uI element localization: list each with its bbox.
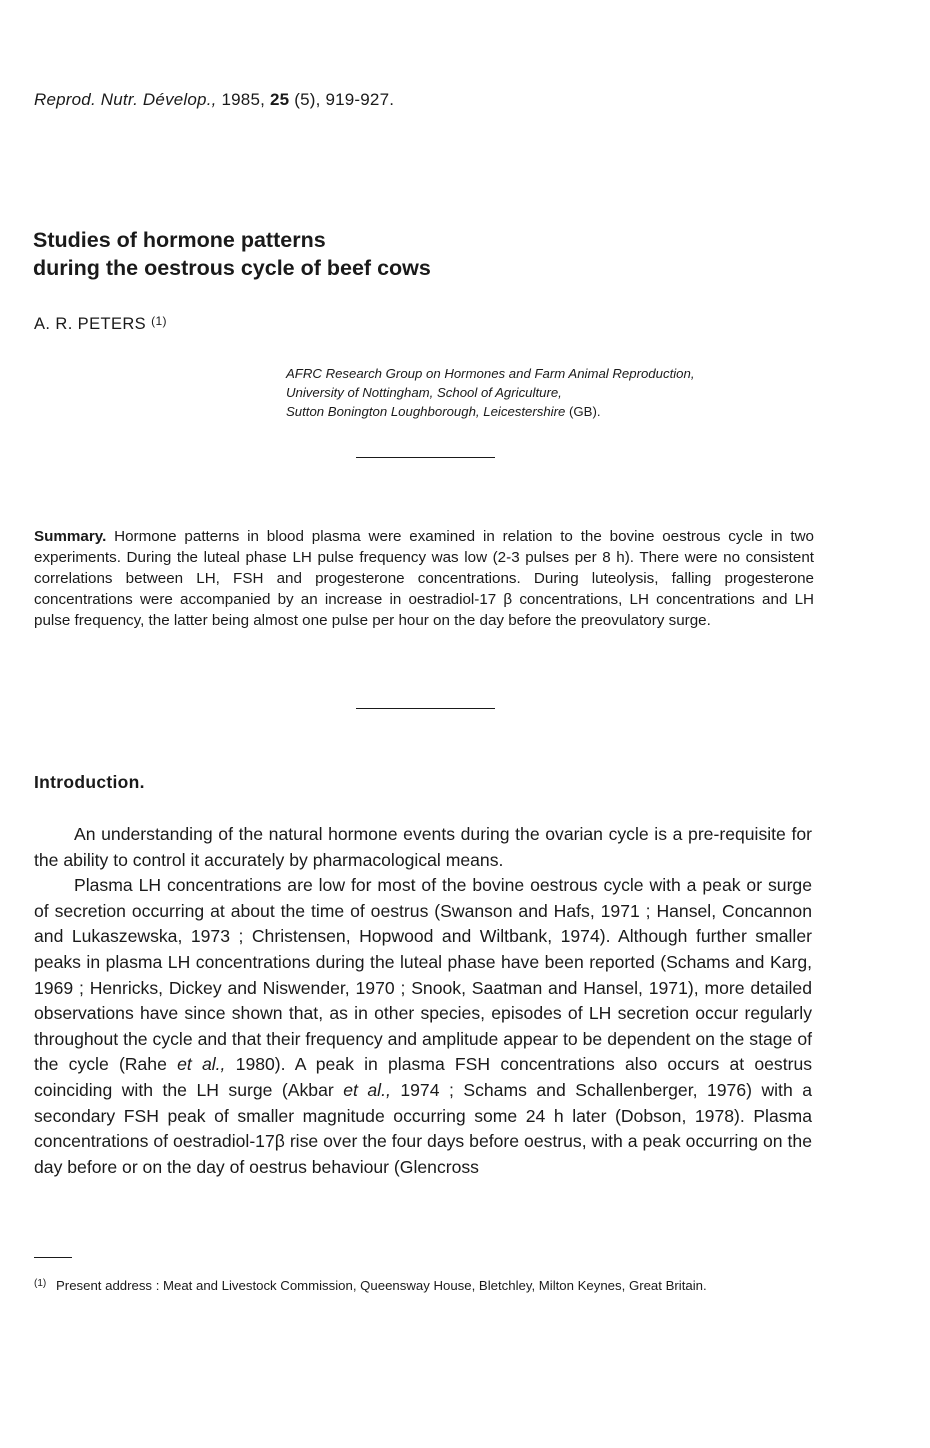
summary-text: Hormone patterns in blood plasma were examined in relation to the bovine oestrous cycle in two experiments. During the luteal phase LH pulse frequency was low (2-3 pulses per 8 h). There were no consistent correlations between LH, FSH and progesterone concentrations. During luteolysis, falling progesterone concentrations were accompanied by an increase in oestradiol-17 β concentrations, LH concentrations and LH pulse frequency, the latter being almost one pulse per hour on the day before the preovulatory surge. bbox=[34, 528, 814, 629]
footnote-divider bbox=[34, 1257, 72, 1258]
title-line-1: Studies of hormone patterns bbox=[33, 228, 326, 252]
journal-year: 1985, bbox=[221, 90, 266, 109]
et-al-citation-1: et al., bbox=[177, 1054, 226, 1075]
journal-issue-pages: (5), 919-927. bbox=[294, 90, 395, 109]
para2-part-b: 1980). A peak in plasma FSH concentrations also occurs at oestrus coinciding with the LH surge (Akbar bbox=[34, 1054, 813, 1100]
author-line bbox=[34, 314, 167, 334]
journal-citation bbox=[34, 90, 394, 110]
author-note-mark: (1) bbox=[151, 314, 167, 328]
journal-volume: 25 bbox=[269, 90, 290, 109]
footnote bbox=[34, 1275, 812, 1296]
affiliation-place: Sutton Bonington Loughborough, Leicestershire bbox=[286, 404, 566, 419]
affiliation-country: (GB). bbox=[569, 404, 601, 419]
author-name: A. R. PETERS bbox=[34, 315, 147, 333]
para2-part-a: Plasma LH concentrations are low for most of the bovine oestrous cycle with a peak or surge of secretion occurring at about the time of oestrus (Swanson and Hafs, 1971 ; Hansel, Concannon and Lukaszewska, 1973 ; Christensen, Hopwood and Wiltbank, 1974). Although further smaller peaks in plasma LH concentrations during the luteal phase have been reported (Schams and Karg, 1969 ; Henricks, Dickey and Niswender, 1970 ; Snook, Saatman and Hansel, 1971), more detailed observations have since shown that, as in other species, episodes of LH secretion occur regularly throughout the cycle and that their frequency and amplitude appear to be dependent on the stage of the cycle (Rahe bbox=[34, 875, 812, 1075]
section-divider-bottom bbox=[356, 708, 495, 709]
introduction-body bbox=[34, 822, 812, 1180]
summary-label: Summary. bbox=[34, 528, 107, 545]
summary-paragraph bbox=[34, 526, 814, 631]
introduction-paragraph-2 bbox=[34, 873, 812, 1180]
journal-name: Reprod. Nutr. Dévelop., bbox=[34, 90, 217, 109]
footnote-text: Present address : Meat and Livestock Commission, Queensway House, Bletchley, Milton Keynes, Great Britain. bbox=[56, 1278, 707, 1293]
introduction-paragraph-1: An understanding of the natural hormone events during the ovarian cycle is a pre-requisite for the ability to control it accurately by pharmacological means. bbox=[34, 824, 812, 870]
affiliation-line-1: AFRC Research Group on Hormones and Farm Animal Reproduction, bbox=[286, 366, 695, 381]
para2-part-c: 1974 ; Schams and Schallenberger, 1976) with a secondary FSH peak of smaller magnitude occurring some 24 h later (Dobson, 1978). Plasma concentrations of oestradiol-17β rise over the four days before oestrus, with a peak occurring on the day before or on the day of oestrus behaviour (Glencross bbox=[34, 1079, 812, 1177]
affiliation bbox=[286, 364, 695, 421]
et-al-citation-2: et al., bbox=[343, 1079, 391, 1100]
footnote-mark: (1) bbox=[34, 1278, 47, 1289]
article-title bbox=[33, 226, 431, 282]
introduction-heading: Introduction. bbox=[34, 772, 145, 792]
section-divider-top bbox=[356, 457, 495, 458]
title-line-2: during the oestrous cycle of beef cows bbox=[33, 256, 431, 280]
affiliation-line-3 bbox=[286, 402, 695, 421]
affiliation-line-2: University of Nottingham, School of Agriculture, bbox=[286, 385, 562, 400]
